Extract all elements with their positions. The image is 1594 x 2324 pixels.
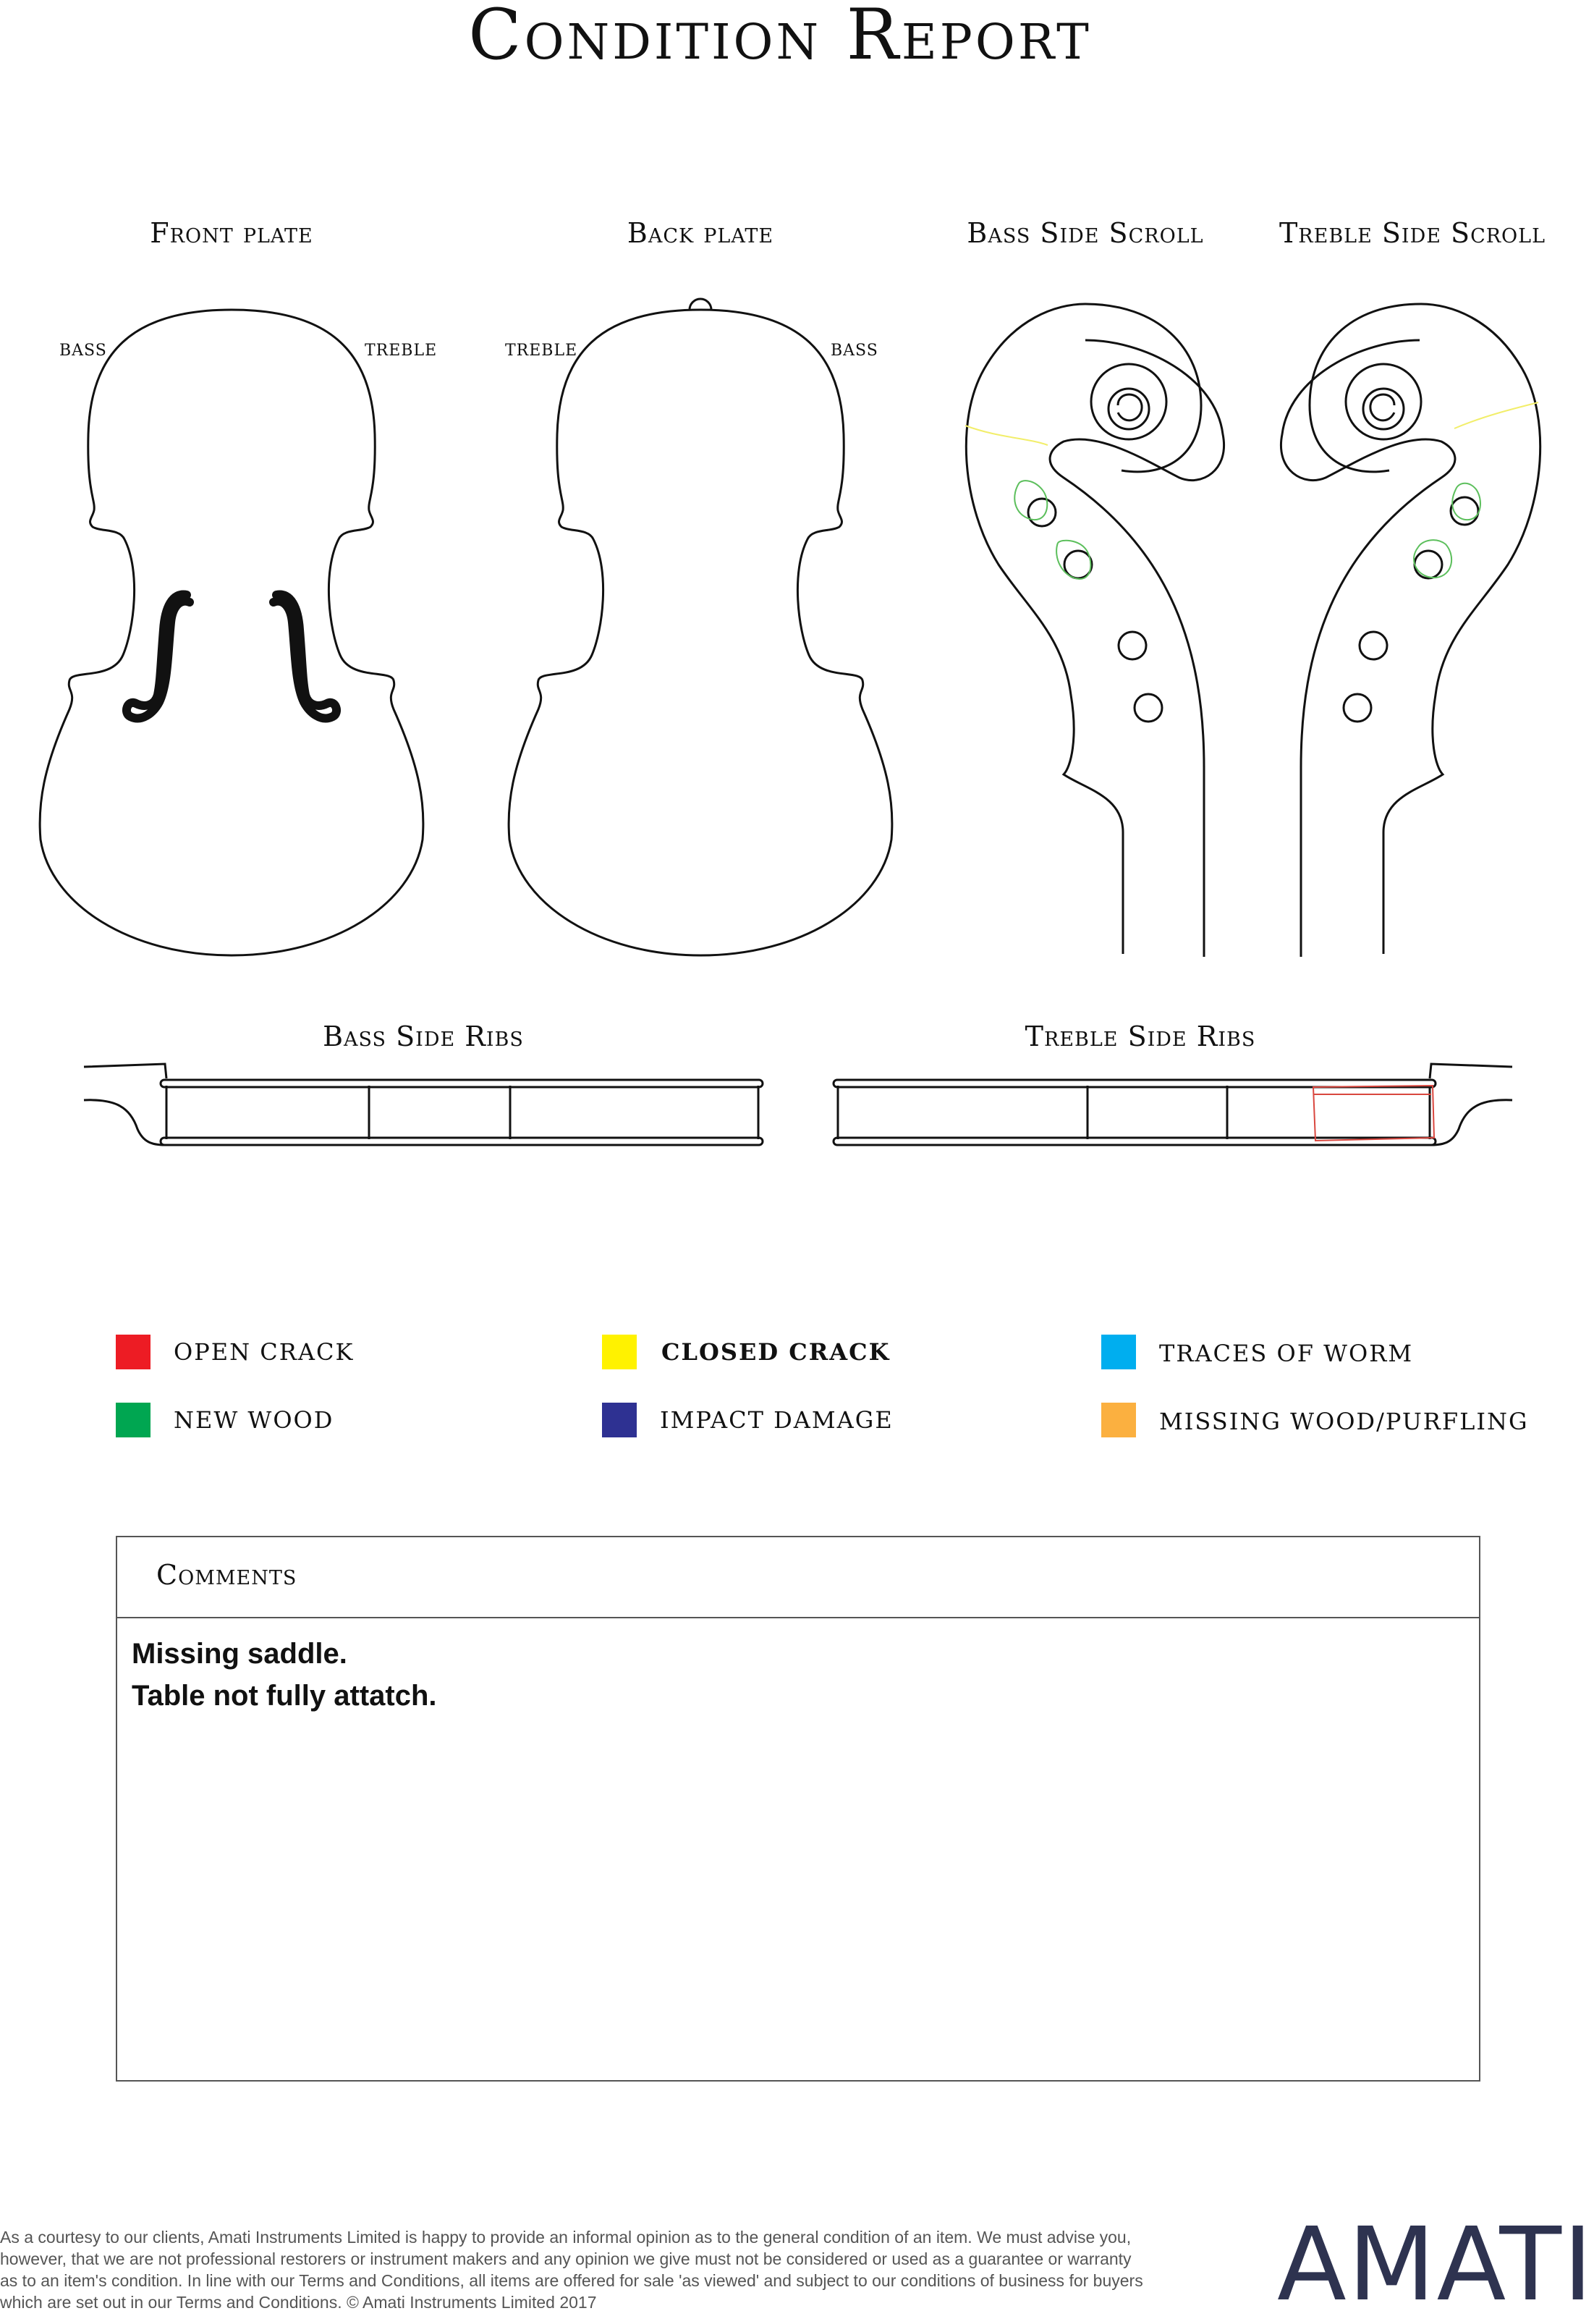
back-bass-label: BASS bbox=[831, 342, 878, 360]
disclaimer-text: As a courtesy to our clients, Amati Instruments Limited is happy to provide an informal opinion as to the general condition of an item. We must advise you, however, that we are not professional restorers or instrument makers and any opinion we give must not be considered or used as a guarantee or warranty as to an item's condition. In line with our Terms and Conditions, all items are offered for sale 'as viewed' and subject to our conditions of business for buyers which are set out in our Terms and Conditions. © Amati Instruments Limited 2017 bbox=[0, 2228, 1143, 2312]
front-plate-diagram bbox=[40, 310, 423, 955]
comment-line: Table not fully attatch. bbox=[132, 1680, 437, 1712]
legend-swatch-closed-crack bbox=[602, 1335, 637, 1369]
treble-f-hole bbox=[274, 595, 336, 719]
treble-side-scroll-label: Treble Side Scroll bbox=[1279, 217, 1546, 249]
back-plate-diagram bbox=[509, 299, 892, 955]
back-plate-label: Back plate bbox=[627, 217, 774, 249]
treble-side-scroll-diagram bbox=[1281, 304, 1540, 957]
back-treble-label: TREBLE bbox=[505, 342, 578, 360]
front-plate-label: Front plate bbox=[150, 217, 313, 249]
legend-label-impact-damage: IMPACT DAMAGE bbox=[660, 1406, 894, 1434]
back-plate-outline bbox=[509, 310, 892, 955]
bass-side-scroll-diagram bbox=[966, 304, 1224, 957]
legend-label-closed-crack: CLOSED CRACK bbox=[661, 1338, 891, 1366]
front-treble-label: TREBLE bbox=[365, 342, 438, 360]
new-wood-mark bbox=[1014, 481, 1047, 520]
legend-swatch-open-crack bbox=[116, 1335, 151, 1369]
amati-logo: AMATI bbox=[1277, 2206, 1594, 2324]
new-wood-mark bbox=[1414, 540, 1451, 578]
legend-label-traces-of-worm: TRACES OF WORM bbox=[1159, 1340, 1414, 1367]
legend-swatch-missing-wood bbox=[1101, 1403, 1136, 1437]
front-plate-outline bbox=[40, 310, 423, 955]
bass-side-ribs-diagram bbox=[84, 1064, 763, 1145]
bass-scroll-annotations bbox=[965, 426, 1090, 579]
front-bass-label: BASS bbox=[59, 342, 107, 360]
comment-line: Missing saddle. bbox=[132, 1638, 347, 1670]
closed-crack-mark bbox=[965, 426, 1048, 445]
legend-swatch-impact-damage bbox=[602, 1403, 637, 1437]
bass-side-ribs-label: Bass Side Ribs bbox=[323, 1021, 524, 1052]
treble-side-ribs-diagram bbox=[834, 1064, 1512, 1145]
legend-label-missing-wood: MISSING WOOD/PURFLING bbox=[1159, 1408, 1529, 1435]
comments-header bbox=[117, 1537, 1479, 1618]
legend-label-new-wood: NEW WOOD bbox=[174, 1406, 334, 1434]
page-title: Condition Report bbox=[468, 0, 1092, 75]
closed-crack-mark bbox=[1454, 402, 1538, 428]
treble-ribs-annotation bbox=[1313, 1086, 1434, 1141]
open-crack-mark bbox=[1313, 1086, 1434, 1141]
bass-side-scroll-label: Bass Side Scroll bbox=[967, 217, 1204, 249]
legend-label-open-crack: OPEN CRACK bbox=[174, 1338, 355, 1366]
bass-f-hole bbox=[127, 595, 190, 719]
treble-side-ribs-label: Treble Side Ribs bbox=[1025, 1021, 1256, 1052]
back-button bbox=[690, 299, 711, 310]
comments-box bbox=[116, 1536, 1480, 2082]
legend-swatch-new-wood bbox=[116, 1403, 151, 1437]
new-wood-mark bbox=[1056, 541, 1090, 579]
legend-swatch-traces-of-worm bbox=[1101, 1335, 1136, 1369]
new-wood-mark bbox=[1452, 483, 1480, 520]
comments-heading: Comments bbox=[156, 1559, 297, 1591]
